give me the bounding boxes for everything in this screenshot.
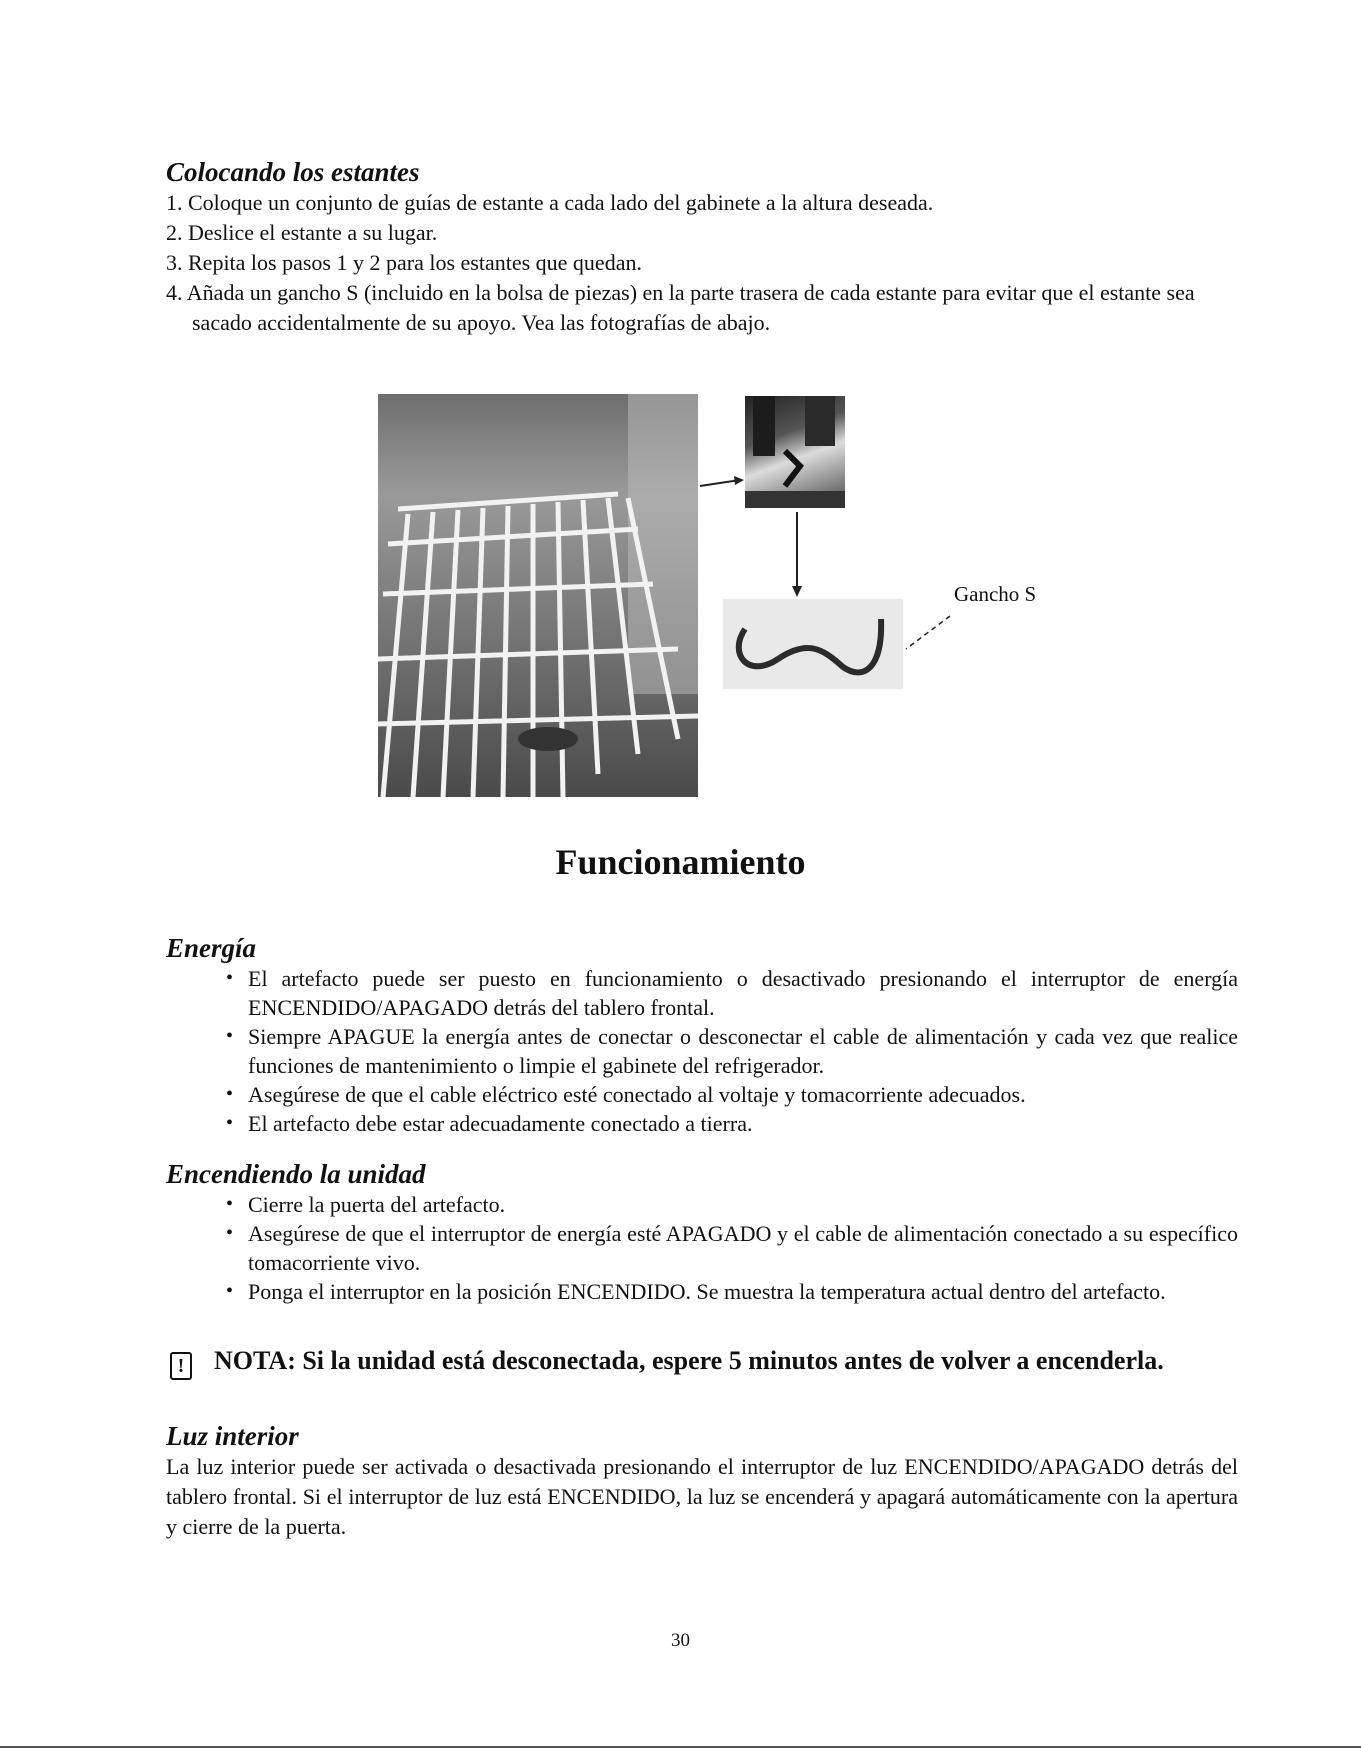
note-text: NOTA: Si la unidad está desconectada, espere 5 minutos antes de volver a encenderla. — [214, 1346, 1164, 1375]
shelves-section — [166, 156, 1238, 338]
startup-section — [166, 1158, 1238, 1306]
arrow-to-detail — [700, 480, 740, 486]
list-item: 4. Añada un gancho S (incluido en la bolsa de piezas) en la parte trasera de cada estante para evitar que el estante sea sacado accidentalmente de su apoyo. Vea las fotografías de abajo. — [166, 280, 1195, 335]
shelf-figure — [378, 394, 1038, 804]
shelves-title: Colocando los estantes — [166, 157, 420, 187]
arrow-head-icon — [792, 586, 802, 597]
list-item: 1. Coloque un conjunto de guías de estante a cada lado del gabinete a la altura deseada. — [166, 190, 934, 215]
warning-icon: ! — [170, 1352, 192, 1380]
page-number: 30 — [671, 1630, 690, 1651]
list-item: • Ponga el interruptor en la posición ENCENDIDO. Se muestra la temperatura actual dentro del artefacto. — [248, 1277, 1238, 1306]
light-title: Luz interior — [166, 1421, 299, 1451]
label-leader-line — [906, 616, 950, 649]
energy-list — [166, 964, 1238, 1138]
page-title: Funcionamiento — [555, 842, 806, 882]
bottom-rule — [0, 1746, 1361, 1748]
energy-section — [166, 932, 1238, 1138]
startup-list — [166, 1190, 1238, 1306]
list-item: 3. Repita los pasos 1 y 2 para los estantes que quedan. — [166, 250, 642, 275]
list-item: • El artefacto puede ser puesto en funcionamiento o desactivado presionando el interruptor de energía ENCENDIDO/APAGADO detrás del tablero frontal. — [248, 964, 1238, 1022]
list-item: • Cierre la puerta del artefacto. — [248, 1190, 1238, 1219]
list-item: 2. Deslice el estante a su lugar. — [166, 220, 438, 245]
list-item: • El artefacto debe estar adecuadamente conectado a tierra. — [248, 1109, 1238, 1138]
light-text: La luz interior puede ser activada o desactivada presionando el interruptor de luz ENCENDIDO/APAGADO detrás del tablero frontal. Si el interruptor de luz está ENCENDIDO, la luz se encenderá y apagará automáticamente con la apertura y cierre de la puerta. — [166, 1454, 1238, 1539]
list-item: • Asegúrese de que el cable eléctrico esté conectado al voltaje y tomacorriente adecuados. — [248, 1080, 1238, 1109]
arrow-head-icon — [734, 476, 744, 485]
shelves-steps — [166, 188, 1238, 338]
figure-arrows — [378, 394, 1038, 804]
note — [170, 1345, 1250, 1380]
list-item: • Siempre APAGUE la energía antes de conectar o desconectar el cable de alimentación y cada vez que realice funciones de mantenimiento o limpie el gabinete del refrigerador. — [248, 1022, 1238, 1080]
light-section — [166, 1420, 1238, 1542]
startup-title: Encendiendo la unidad — [166, 1159, 426, 1189]
energy-title: Energía — [166, 933, 257, 963]
list-item: • Asegúrese de que el interruptor de energía esté APAGADO y el cable de alimentación conectado a su específico tomacorriente vivo. — [248, 1219, 1238, 1277]
hook-label: Gancho S — [954, 582, 1037, 606]
